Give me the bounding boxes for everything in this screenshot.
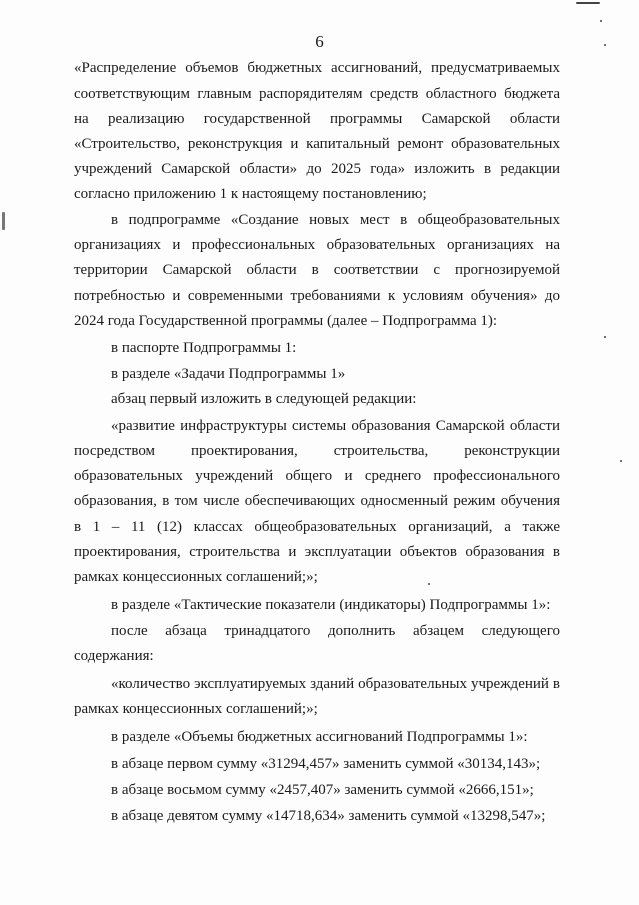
text-line: в разделе «Объемы бюджетных ассигнований Подпрограммы 1»:: [111, 729, 528, 745]
text-line: абзац первый изложить в следующей редакции:: [111, 391, 417, 407]
text-line: организациях и профессиональных образовательных организациях на: [74, 237, 560, 253]
page-number: 6: [315, 32, 324, 51]
text-line: в 1 – 11 (12) классах общеобразовательных организаций, а также: [74, 519, 560, 535]
text-line: посредством проектирования, строительства, реконструкции: [74, 443, 560, 459]
scan-edge: [2, 212, 5, 230]
text-line: рамках концессионных соглашений;»;: [74, 569, 318, 585]
text-line: «количество эксплуатируемых зданий образовательных учреждений в: [111, 676, 560, 692]
text-line: в паспорте Подпрограммы 1:: [111, 340, 297, 356]
text-line: учреждений Самарской области» до 2025 года» изложить в редакции: [74, 161, 560, 177]
text-line: соответствующим главным распорядителям средств областного бюджета: [74, 86, 560, 102]
text-line: «развитие инфраструктуры системы образования Самарской области: [111, 418, 560, 434]
text-line: 2024 года Государственной программы (далее – Подпрограмма 1):: [74, 313, 498, 329]
text-line: в абзаце девятом сумму «14718,634» заменить суммой «13298,547»;: [111, 808, 546, 824]
text-line: потребностью и современными требованиями к условиям обучения» до: [74, 288, 560, 304]
text-line: «Распределение объемов бюджетных ассигнований, предусматриваемых: [74, 60, 560, 76]
text-line: образовательных учреждений общего и среднего профессионального: [74, 468, 560, 484]
scan-dot: [620, 460, 622, 462]
text-line: в подпрограмме «Создание новых мест в общеобразовательных: [111, 212, 560, 228]
scan-mark: [576, 2, 600, 4]
text-line: «Строительство, реконструкция и капитальный ремонт образовательных: [74, 136, 560, 152]
text-line: в абзаце первом сумму «31294,457» заменить суммой «30134,143»;: [111, 756, 541, 772]
text-line: территории Самарской области в соответствии с прогнозируемой: [74, 262, 560, 278]
text-line: на реализацию государственной программы Самарской области: [74, 111, 560, 127]
text-line: в абзаце восьмом сумму «2457,407» заменить суммой «2666,151»;: [111, 782, 534, 798]
text-line: в разделе «Тактические показатели (индикаторы) Подпрограммы 1»:: [111, 597, 551, 613]
text-line: рамках концессионных соглашений;»;: [74, 701, 318, 717]
scan-dot: [600, 20, 602, 22]
text-line: образования, в том числе обеспечивающих односменный режим обучения: [74, 493, 560, 509]
text-line: согласно приложению 1 к настоящему постановлению;: [74, 186, 427, 202]
scan-dot: [604, 336, 606, 338]
text-line: проектирования, строительства и эксплуатации объектов образования в: [74, 544, 560, 560]
text-line: после абзаца тринадцатого дополнить абзацем следующего: [111, 623, 560, 639]
text-line: в разделе «Задачи Подпрограммы 1»: [111, 366, 346, 382]
text-line: содержания:: [74, 648, 154, 664]
